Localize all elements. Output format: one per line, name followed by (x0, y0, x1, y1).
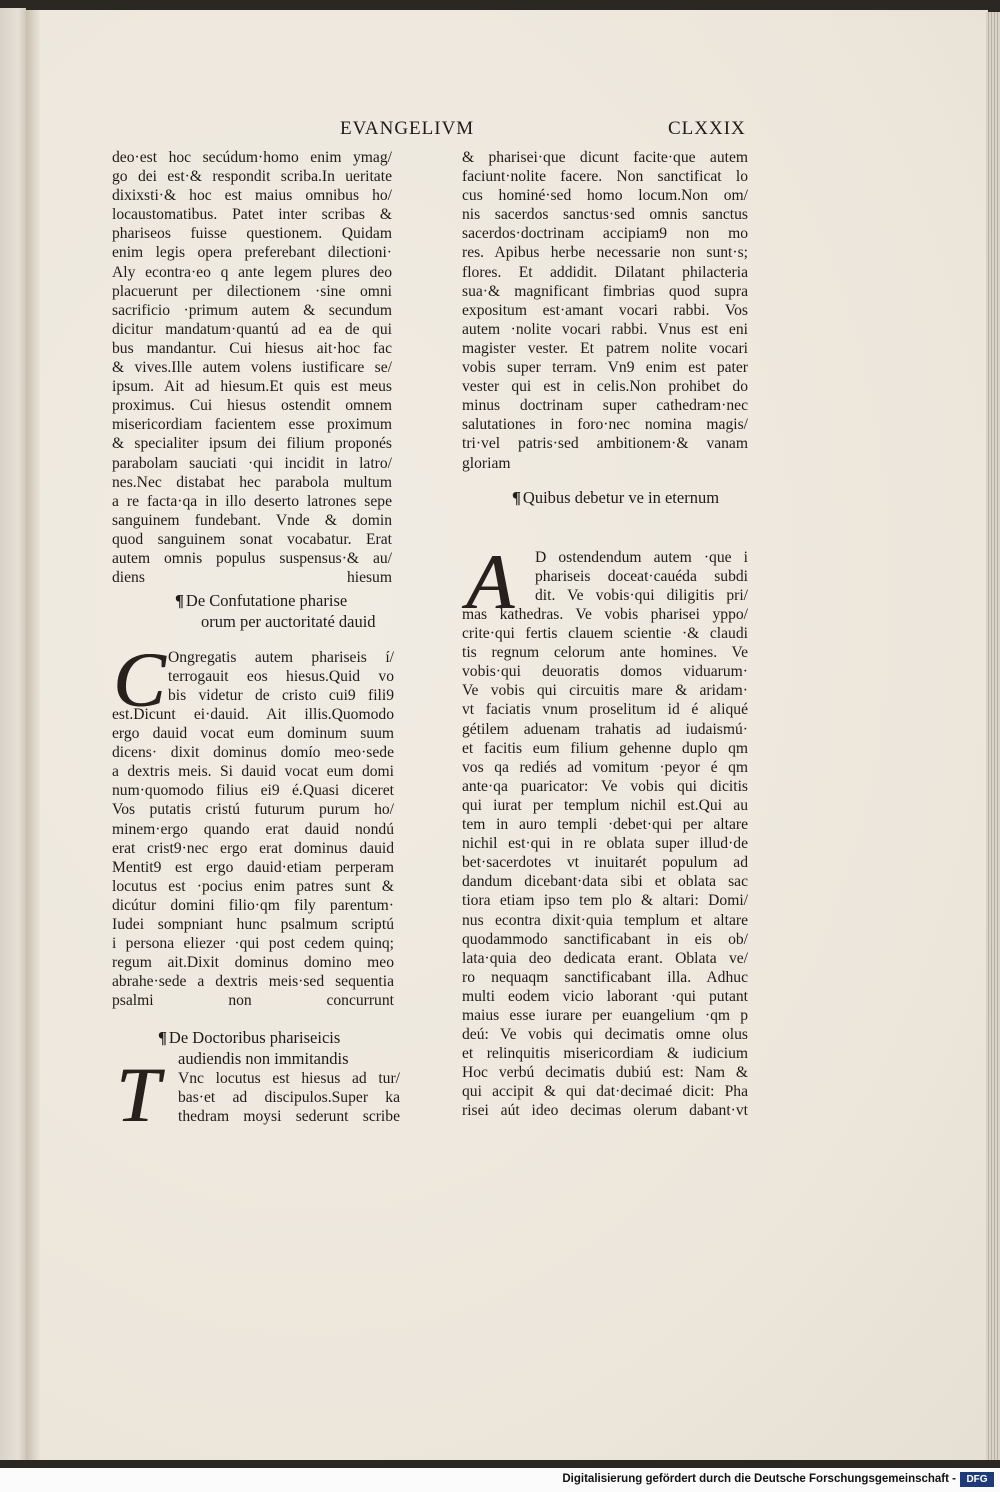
text-line: risei aút ideo decimas olerum dabant·vt (462, 1102, 748, 1120)
text-line: qui accipit & qui dat·decimaé dicit: Pha (462, 1083, 748, 1101)
text-line: sanguinem fundebant. Vnde & domin (112, 511, 392, 529)
text-line: dicens· dixit dominus domío meo·sede (112, 744, 394, 762)
text-line: nichil est·qui in re oblata super illud·de (462, 835, 748, 853)
text-line: nus econtra dixit·quia templum et altare (462, 911, 748, 929)
text-line: lata·quia deo dedicata erant. Oblata ve/ (462, 949, 748, 967)
text-line: phariseis doceat·cauéda subdi (535, 568, 748, 586)
text-line: psalmi non concurrunt (112, 992, 394, 1010)
heading-line: audiendis non immitandis (178, 1049, 349, 1068)
text-line: cus hominé·sed homo locum.Non om/ (462, 187, 748, 205)
text-line: sacerdos·doctrinam accipiam9 non mo (462, 225, 748, 243)
text-line: minem·ergo quando erat dauid nondú (112, 820, 394, 838)
text-line: placuerunt per dilectionem ·sine omni (112, 282, 392, 300)
funding-notice: Digitalisierung gefördert durch die Deutsche Forschungsgemeinschaft - (562, 1473, 956, 1485)
text-line: est.Dicunt ei·dauid. Ait illis.Quomodo (112, 706, 394, 723)
text-line: maius esse iurare per euangelium ·qm p (462, 1006, 748, 1024)
footer-bar (0, 1468, 1000, 1492)
text-line: phariseos fuisse questionem. Quidam (112, 225, 392, 243)
text-line: dandum dicebant·data sibi et oblata sac (462, 873, 748, 891)
text-line: proximus. Cui hiesus ostendit omnem (112, 397, 392, 415)
text-line: Mentit9 est ergo dauid·etiam perperam (112, 858, 394, 876)
text-line: crite·qui fertis clauem scientie ·& claudi (462, 625, 748, 643)
text-line: tiora etiam ipso tem plo & altari: Domi/ (462, 892, 748, 910)
text-line: sua·& magnificant fimbrias quod supra (462, 282, 748, 300)
text-line: nis sacerdos sanctus·sed omnis sanctus (462, 206, 748, 224)
text-line: misericordiam facientem esse proximum (112, 416, 392, 434)
page-gutter (26, 10, 40, 1460)
pilcrow-mark: ¶ (512, 488, 521, 507)
right-column-block-2 (462, 605, 748, 1121)
text-line: nes.Nec distabat hec parabola multum (112, 473, 392, 491)
text-line: D ostendendum autem ·que i (535, 549, 748, 566)
text-line: deo·est hoc secúdum·homo enim ymag/ (112, 149, 392, 166)
left-column-block-3 (178, 1069, 400, 1126)
left-column-block-1 (112, 148, 392, 587)
text-line: tem in auro templi ·debet·qui per altare (462, 816, 748, 834)
text-line: gétilem aduenam trahatis ad iudaismú· (462, 720, 748, 738)
text-line: faciunt·nolite facere. Non sanctificat lo (462, 168, 748, 186)
text-line: locutus est ·pocius enim patres sunt & (112, 877, 394, 895)
text-line: Aly econtra·eo q ante legem plures deo (112, 263, 392, 281)
text-line: deú: Ve vobis qui decimatis omne olus (462, 1026, 748, 1044)
text-line: ipsum. Ait ad hiesum.Et quis est meus (112, 378, 392, 396)
left-heading-1 (175, 590, 400, 632)
text-line: tri·vel patris·sed ambitionem·& vanam (462, 435, 748, 453)
text-line: tis regnum celorum ante homines. Ve (462, 644, 748, 662)
text-line: autem ·nolite vocari rabbi. Vnus est eni (462, 320, 748, 338)
text-line: dicitur mandatum·quantú ad ea de qui (112, 320, 392, 338)
text-line: salutationes in foro·nec nomina magis/ (462, 416, 748, 434)
text-line: quod sanguinem sonat vocabatur. Erat (112, 530, 392, 548)
dfg-logo: DFG (960, 1472, 994, 1487)
text-line: magister vester. Et patrem nolite vocari (462, 339, 748, 357)
left-column-block-2-indented (168, 648, 394, 705)
text-line: num·quomodo filius ei9 é.Quasi diceret (112, 782, 394, 800)
drop-cap-t: T (116, 1051, 160, 1138)
right-column-block-1 (462, 148, 748, 473)
text-line: mas kathedras. Ve vobis pharisei yppo/ (462, 606, 748, 623)
text-line: locaustomatibus. Patet inter scribas & (112, 206, 392, 224)
heading-line: Quibus debetur ve in eternum (522, 488, 720, 507)
text-line: flores. Et addidit. Dilatant philacteria (462, 263, 748, 281)
text-line: regum ait.Dixit dominus domino meo (112, 954, 394, 972)
text-line: parabolam sauciati ·qui incidit in latro/ (112, 454, 392, 472)
text-line: ante·qa puaricator: Ve vobis qui dicitis (462, 777, 748, 795)
text-line: bas·et ad discipulos.Super ka (178, 1089, 400, 1107)
text-line: et facitis eum filium gehenne duplo qm (462, 739, 748, 757)
text-line: i persona eliezer ·qui post cedem quinq; (112, 935, 394, 953)
facing-page-edge (0, 8, 26, 1460)
text-line: Ongregatis autem phariseis í/ (168, 649, 394, 666)
text-line: et relinquitis misericordiam & iudicium (462, 1045, 748, 1063)
text-line: Vnc locutus est hiesus ad tur/ (178, 1070, 400, 1087)
heading-line: De Confutatione pharise (185, 591, 348, 610)
heading-line: orum per auctoritaté dauid (201, 612, 376, 631)
left-heading-2 (158, 1027, 403, 1069)
text-line: terrogauit eos hiesus.Quid vo (168, 668, 394, 686)
text-line: dicútur domini filio·qm fily parentum· (112, 896, 394, 914)
text-line: res. Apibus herbe necessarie non sunt·s; (462, 244, 748, 262)
text-line: vobis·qui deuoratis domos viduarum· (462, 663, 748, 681)
text-line: ro nequaqm sanctificabant illa. Adhuc (462, 968, 748, 986)
text-line: sacrificio ·primum autem & secundum (112, 301, 392, 319)
text-line: vobis super terram. Vn9 enim est pater (462, 359, 748, 377)
running-title: EVANGELIVM (340, 118, 475, 139)
text-line: dixixsti·& hoc est maius omnibus ho/ (112, 187, 392, 205)
text-line: enim legis opera preferebant dilectioni· (112, 244, 392, 262)
drop-cap-c: C (113, 636, 166, 723)
right-column-block-2-indented (535, 548, 748, 605)
text-line: quodammodo sanctificabant in eis ob/ (462, 930, 748, 948)
text-line: a re facta·qa in illo deserto latrones sepe (112, 492, 392, 510)
text-line: & specialiter ipsum dei filium proponés (112, 435, 392, 453)
text-line: vos qa rediés ad vomitum ·peyor é qm (462, 758, 748, 776)
right-heading-1 (512, 487, 762, 508)
text-line: ergo dauid vocat eum dominum suum (112, 725, 394, 743)
text-line: bus mandantur. Cui hiesus ait·hoc fac (112, 339, 392, 357)
text-line: multi eodem vicio laborant ·qui putant (462, 987, 748, 1005)
text-line: go dei est·& respondit scriba.In ueritate (112, 168, 392, 186)
text-line: minus doctrinam super cathedram·nec (462, 397, 748, 415)
text-line: erat crist9·nec ergo erat dominus dauid (112, 839, 394, 857)
text-line: bis videtur de cristo cui9 fili9 (168, 687, 394, 705)
text-line: & pharisei·que dicunt facite·que autem (462, 149, 748, 166)
text-line: vt faciatis vnum proselitum id é aliqué (462, 701, 748, 719)
folio-number: CLXXIX (668, 118, 746, 139)
text-line: autem omnis populus suspensus·& au/ (112, 549, 392, 567)
text-line: abrahe·sede a dextris meis·sed sequentia (112, 973, 394, 991)
text-line: diens hiesum (112, 569, 392, 587)
heading-line: De Doctoribus phariseicis (168, 1028, 341, 1047)
text-line: Iudei sompniant hunc psalmum scriptú (112, 916, 394, 934)
pilcrow-mark: ¶ (158, 1028, 167, 1047)
text-line: Hoc verbú decimatis dubiú est: Nam & (462, 1064, 748, 1082)
drop-cap-a: A (466, 538, 514, 625)
pilcrow-mark: ¶ (175, 591, 184, 610)
text-line: bet·sacerdotes vt inuitarét populum ad (462, 854, 748, 872)
text-line: thedram moysi sederunt scribe (178, 1108, 400, 1126)
text-line: Vos putatis cristú futurum purum ho/ (112, 801, 394, 819)
text-line: dit. Ve vobis·qui diligitis pri/ (535, 587, 748, 605)
text-line: expositum est·amant vocari rabbi. Vos (462, 301, 748, 319)
text-line: Ve vobis qui circuitis mare & aridam· (462, 682, 748, 700)
page-edges (986, 12, 1000, 1460)
left-column-block-2 (112, 705, 394, 1011)
text-line: vester qui est in celis.Non prohibet do (462, 378, 748, 396)
text-line: a dextris meis. Si dauid vocat eum domi (112, 763, 394, 781)
text-line: qui iurat per templum nichil est.Qui au (462, 796, 748, 814)
text-line: & vives.Ille autem volens iustificare se/ (112, 359, 392, 377)
text-line: gloriam (462, 454, 511, 472)
